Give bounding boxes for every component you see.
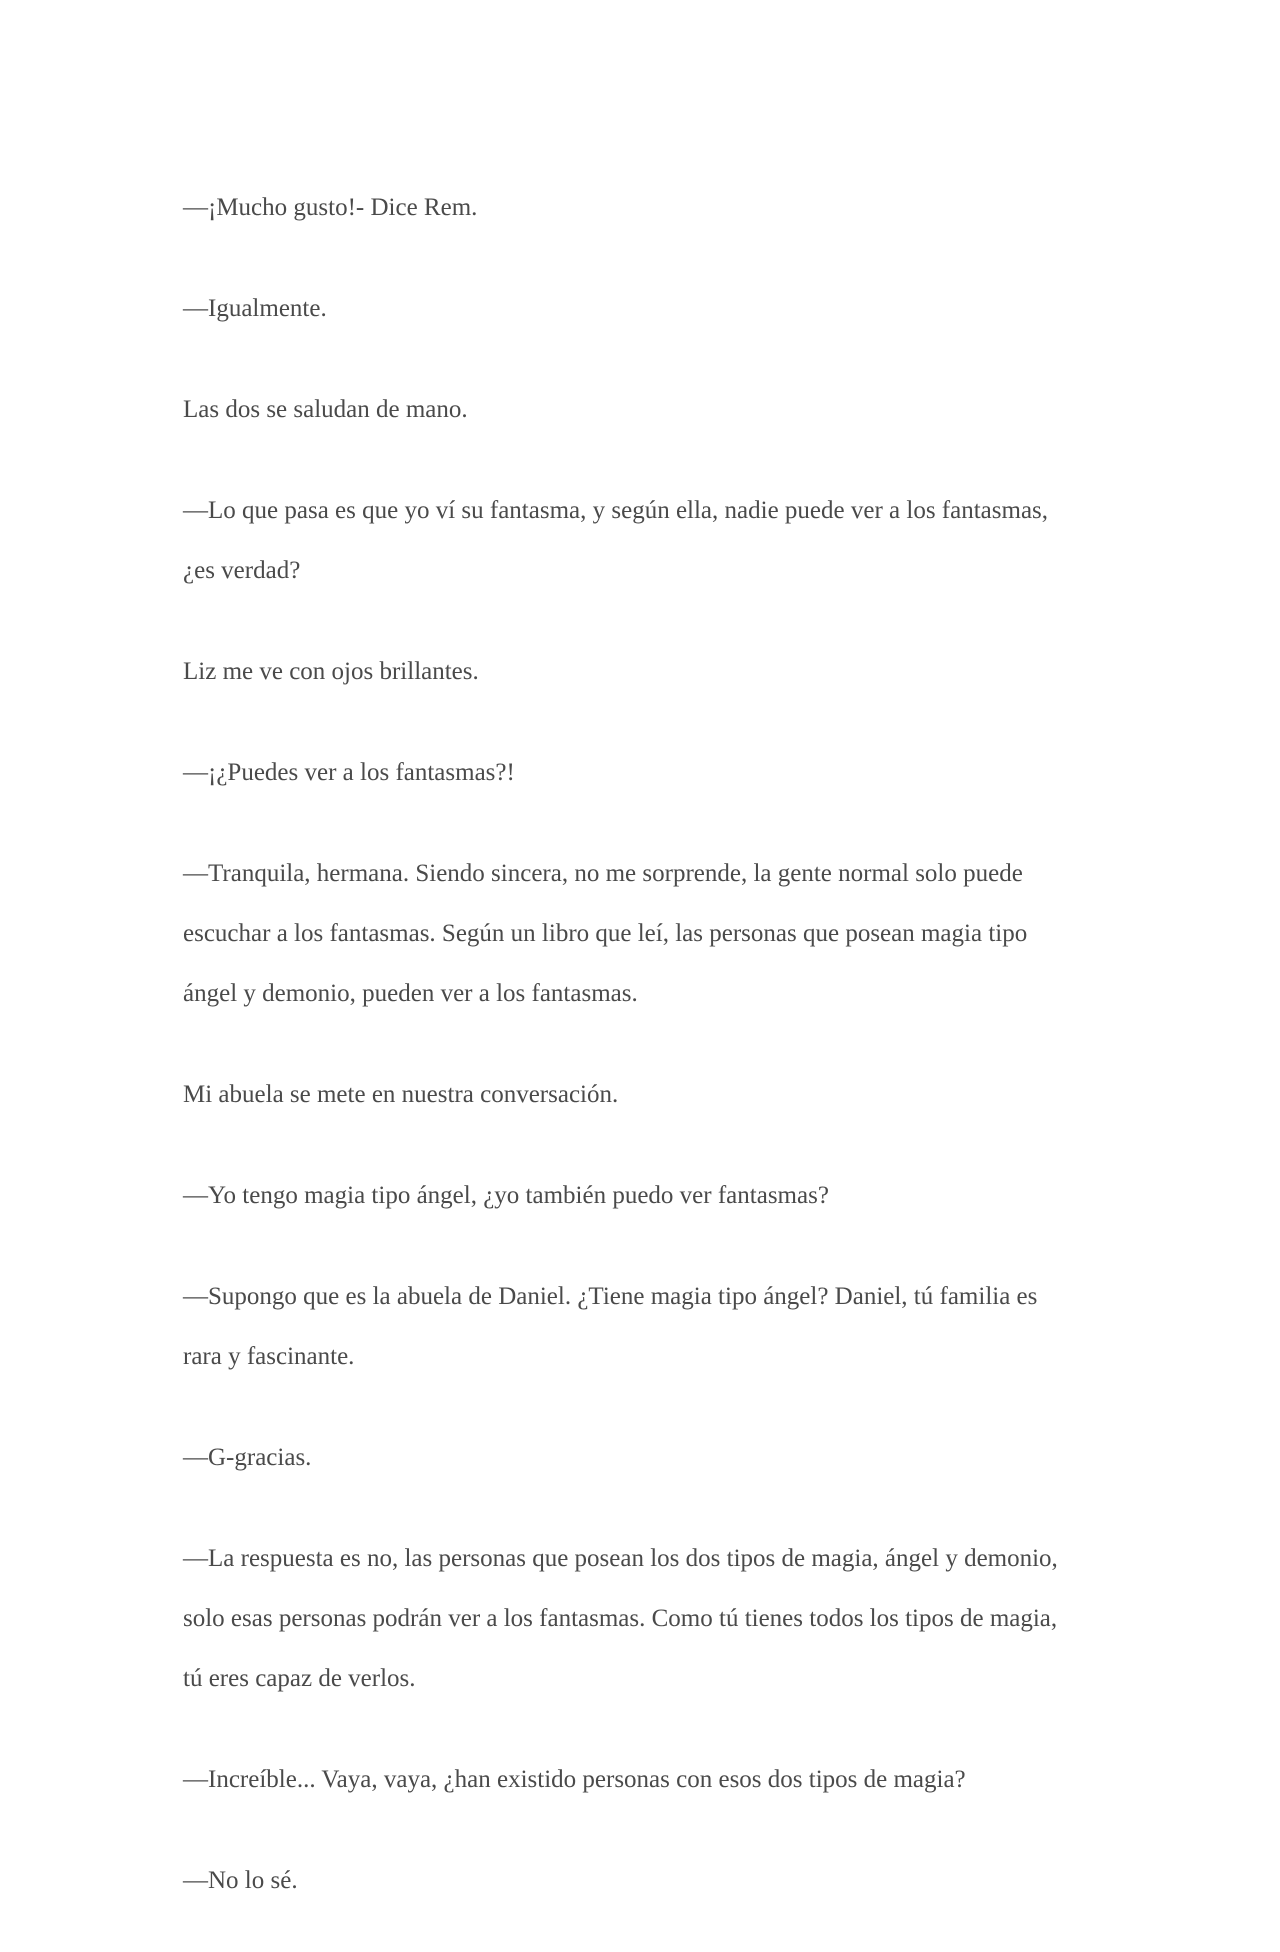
paragraph — [183, 1750, 1103, 1810]
paragraph — [183, 1529, 1103, 1709]
text-line: escuchar a los fantasmas. Según un libro que leí, las personas que posean magia tipo — [183, 920, 1028, 947]
paragraph — [183, 743, 1103, 803]
paragraph — [183, 481, 1103, 601]
text-line: —Yo tengo magia tipo ángel, ¿yo también puedo ver fantasmas? — [183, 1182, 829, 1209]
text-line: ángel y demonio, pueden ver a los fantasmas. — [183, 980, 638, 1007]
text-line: —La respuesta es no, las personas que posean los dos tipos de magia, ángel y demonio, — [183, 1545, 1058, 1572]
text-line: —No lo sé. — [183, 1867, 298, 1894]
text-line: —Increíble... Vaya, vaya, ¿han existido personas con esos dos tipos de magia? — [183, 1766, 966, 1793]
text-line: solo esas personas podrán ver a los fantasmas. Como tú tienes todos los tipos de magia, — [183, 1605, 1058, 1632]
paragraph — [183, 178, 1103, 238]
text-line: Liz me ve con ojos brillantes. — [183, 658, 479, 685]
text-line: ¿es verdad? — [183, 557, 301, 584]
text-line: —¡Mucho gusto!- Dice Rem. — [183, 194, 478, 221]
text-line: —Tranquila, hermana. Siendo sincera, no me sorprende, la gente normal solo puede — [183, 860, 1023, 887]
text-line: —¡¿Puedes ver a los fantasmas?! — [183, 759, 515, 786]
text-line: —Lo que pasa es que yo ví su fantasma, y según ella, nadie puede ver a los fantasmas, — [183, 497, 1049, 524]
paragraph — [183, 279, 1103, 339]
paragraph — [183, 1267, 1103, 1387]
document-body — [183, 178, 1103, 1952]
text-line: —Igualmente. — [183, 295, 327, 322]
text-line: Mi abuela se mete en nuestra conversación. — [183, 1081, 619, 1108]
paragraph — [183, 844, 1103, 1024]
paragraph — [183, 1065, 1103, 1125]
text-line: Las dos se saludan de mano. — [183, 396, 468, 423]
text-line: —G-gracias. — [183, 1444, 312, 1471]
text-line: tú eres capaz de verlos. — [183, 1665, 416, 1692]
paragraph — [183, 642, 1103, 702]
paragraph — [183, 1428, 1103, 1488]
text-line: —Supongo que es la abuela de Daniel. ¿Tiene magia tipo ángel? Daniel, tú familia es — [183, 1283, 1038, 1310]
paragraph — [183, 1851, 1103, 1911]
paragraph — [183, 1166, 1103, 1226]
text-line: rara y fascinante. — [183, 1343, 355, 1370]
paragraph — [183, 380, 1103, 440]
